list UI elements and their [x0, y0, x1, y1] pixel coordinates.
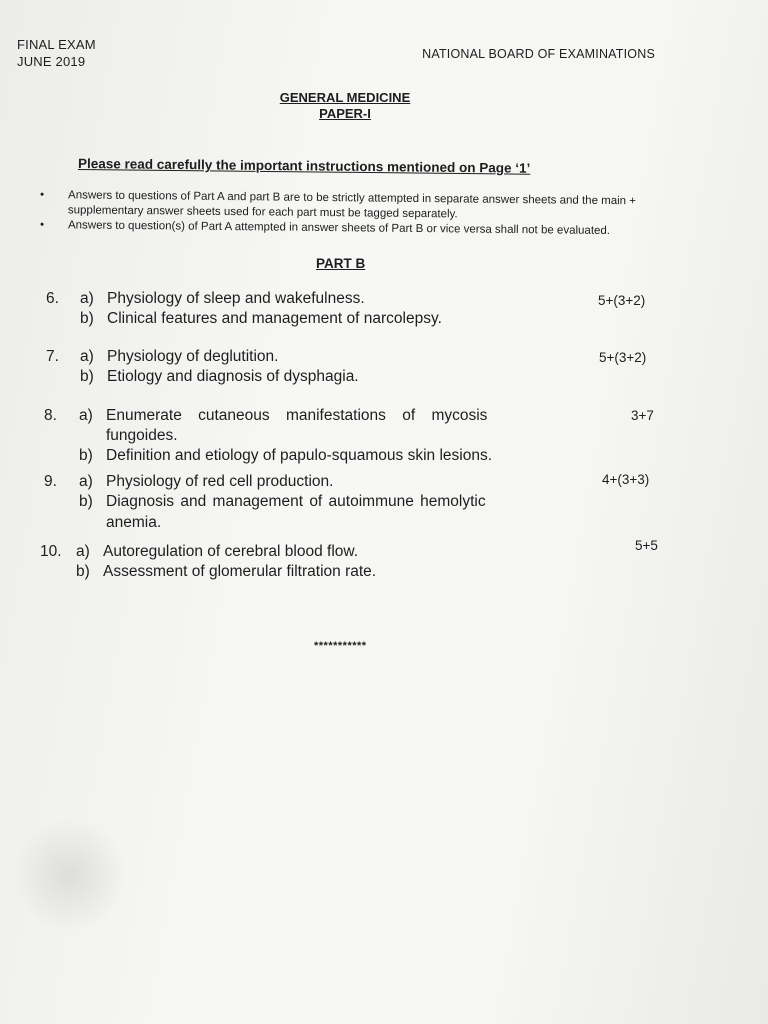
part-b-text: Etiology and diagnosis of dysphagia. — [107, 368, 359, 385]
bullet-icon: • — [39, 219, 45, 232]
part-a-label: a) — [80, 348, 94, 365]
part-a-text: Autoregulation of cerebral blood flow. — [103, 543, 359, 560]
part-b-text: Clinical features and management of narcolepsy. — [107, 310, 442, 327]
part-a-label: a) — [79, 473, 93, 490]
end-marker: *********** — [314, 640, 367, 652]
part-a-text: Physiology of deglutition. — [107, 348, 279, 365]
paper-title — [0, 90, 690, 122]
instruction-text: Answers to question(s) of Part A attempted in answer sheets of Part B or vice versa shall not be evaluated. — [67, 219, 611, 238]
part-a-label: a) — [79, 407, 93, 424]
question-number: 6. — [46, 290, 59, 307]
board-name: NATIONAL BOARD OF EXAMINATIONS — [422, 47, 655, 61]
part-b-label: b) — [80, 368, 94, 385]
part-b-label: b) — [79, 493, 93, 510]
question-number: 8. — [44, 407, 57, 424]
instruction-text: Answers to questions of Part A and part B are to be strictly attempted in separate answer sheets and the main + supplementary answer sheets used for each part must be tagged separately. — [67, 189, 637, 221]
question-7-marks: 5+(3+2) — [599, 350, 647, 365]
part-b-text: Diagnosis and management of autoimmune hemolytic — [106, 493, 486, 510]
exam-header-left — [17, 36, 96, 70]
question-number: 10. — [40, 543, 62, 560]
exam-name: FINAL EXAM — [17, 37, 96, 52]
part-b-text-continued: anemia. — [106, 514, 162, 531]
question-number: 9. — [44, 473, 57, 490]
subject-title: GENERAL MEDICINE — [279, 90, 411, 105]
exam-session: JUNE 2019 — [17, 54, 86, 69]
question-number: 7. — [46, 348, 59, 365]
question-9-marks: 4+(3+3) — [602, 472, 650, 487]
question-6-marks: 5+(3+2) — [598, 293, 646, 308]
part-a-text: Physiology of sleep and wakefulness. — [107, 290, 365, 307]
paper-smudge — [10, 820, 130, 930]
part-heading: PART B — [316, 256, 366, 271]
instructions-list — [36, 188, 666, 238]
part-b-text: Assessment of glomerular filtration rate. — [103, 563, 377, 580]
part-b-label: b) — [76, 563, 90, 580]
part-b-label: b) — [79, 447, 93, 464]
paper-number: PAPER-I — [319, 106, 371, 121]
part-a-text-continued: fungoides. — [106, 427, 178, 444]
part-b-text: Definition and etiology of papulo-squamous skin lesions. — [106, 447, 493, 464]
instructions-heading: Please read carefully the important instructions mentioned on Page ‘1’ — [77, 156, 531, 176]
bullet-icon: • — [40, 189, 45, 202]
part-b-label: b) — [80, 310, 94, 327]
question-10-marks: 5+5 — [635, 538, 658, 553]
part-a-label: a) — [80, 290, 94, 307]
part-a-label: a) — [76, 543, 90, 560]
part-a-text: Enumerate cutaneous manifestations of mycosis — [106, 407, 488, 424]
part-a-text: Physiology of red cell production. — [106, 473, 334, 490]
question-8-marks: 3+7 — [631, 408, 654, 423]
